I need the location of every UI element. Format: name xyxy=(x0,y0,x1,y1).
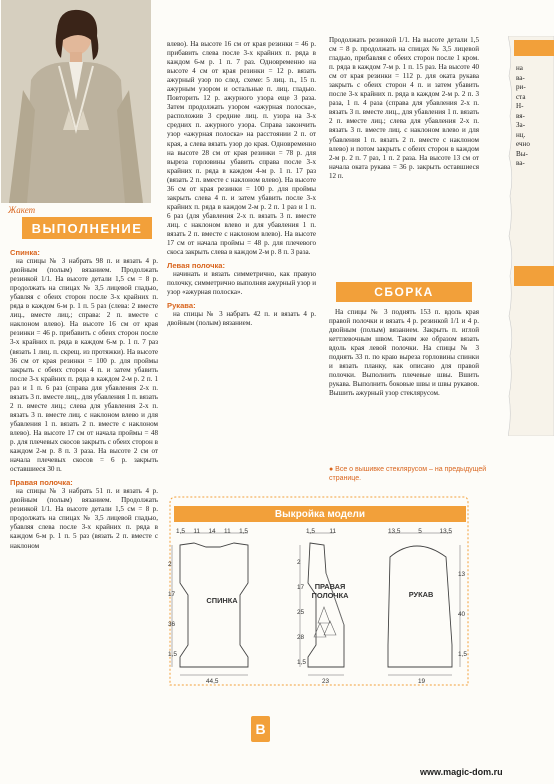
column-3 xyxy=(329,36,479,181)
strip-line: на xyxy=(516,64,523,72)
front-measure-width: 23 xyxy=(322,678,330,685)
assembly-banner xyxy=(336,282,472,302)
strip-line: вя- xyxy=(516,111,525,120)
strip-line: Н- xyxy=(516,102,524,110)
strip-line: Вы- xyxy=(516,149,528,158)
measure-value: 11 xyxy=(193,528,200,535)
measure-value: 40 xyxy=(458,611,466,618)
strip-line: ва- xyxy=(516,73,525,82)
measure-value: 1,5 xyxy=(458,651,467,658)
measure-value: 25 xyxy=(297,609,305,616)
front-measure-top xyxy=(306,528,336,535)
adjacent-page-strip xyxy=(508,36,554,436)
strip-line: За- xyxy=(516,121,526,129)
back-measure-top xyxy=(176,528,248,535)
measure-value: 17 xyxy=(168,591,176,598)
measure-value: 14 xyxy=(208,528,216,535)
sleeves-instructions: на спицы № 3 набрать 42 п. и вязать 4 р. двойным (полым) вязанием. xyxy=(167,310,316,328)
front-instructions: на спицы № 3 набрать 51 п. и вязать 4 р. двойным (полым) вязанием. Продолжать резинкой 1/1. На высоте детали 1,5 см = 8 р. продолжать на спицах № 3,5 лицевой гладью, убавляя слева после 3-х крайних п. ряда в каждом 6-м р. 1 п. 5 раз (вязать 2 п. вместе с наклоном xyxy=(10,487,158,550)
left-front-heading: Левая полочка: xyxy=(167,261,226,271)
measure-value: 13,5 xyxy=(388,528,401,535)
sleeves-instructions-cont: Продолжать резинкой 1/1. На высоте детали 1,5 см = 8 р. продолжать на спицах № 3,5 лицевой гладью, прибавляя с обеих сторон после 1 кром. п. ряда в каждом 7-м р. 1 п. 15 раз. На высоте 40 см от края резинки = 112 р. для оката рукава закрыть с обеих сторон 4 п. и затем убавить после 3-х крайних п. ряда в каждом 2-м р. 2 п. 3 раза, 1 п. 4 раза (справа для убавления 2-х п. вязать 3 п. вместе лиц., для убавления 1 п. вязать 2 п. вместе лиц.; слева для убавления 2-х п. вязать 3 п. вместе лиц. с наклоном влево и для убавления 1 п. вязать 2 п. вместе с наклоном влево) и потом закрыть с обеих сторон в каждом 2-м р. 2 п. 7 раз, 1 п. 2 раза. На высоте 13 см от начала оката рукава = 36 р. закрыть оставшиеся 12 п. xyxy=(329,36,479,180)
measure-value: 1,5 xyxy=(168,651,177,658)
back-instructions: на спицы № 3 набрать 98 п. и вязать 4 р. двойным (полым) вязанием. Продолжать резинкой 1/1. На высоте детали 1,5 см = 8 р. продолжать на спицах № 3,5 лицевой гладью, убавляя с обеих сторон после 3-х крайних п. ряда в каждом 6-м р. 1 п. 5 раз (слева: 2 вместе лиц., вместе лиц.; справа: 2 п. вместе с наклоном влево). На высоте 16 см от края резинки = 46 р. прибавить с обеих сторон после 3-х крайних п. ряда в каждом 6-м р. 1 п. 7 раз (вязать 1 лиц. п. скрещ. из протяжки). На высоте 36 см от края резинки = 100 р. для проймы закрыть с обеих сторон 4 п. и затем убавить после 3-х крайних п. ряда в каждом 2-м р. 2 п. 1 раз и 1 п. 6 раз (справа для убавления 2-х п. вязать 3 п. вместе лиц., для убавления 1 п. вязать 2 п. вместе лиц.; слева для убавления 2-х п. вязать 3 п. вместе лиц. с наклоном влево и для убавления 1 п. вязать 2 п. вместе с наклоном влево). На высоте 17 см от начала проймы = 48 р. для плечевых скосов закрыть с обеих сторон в каждом 2-м р. 8 п. 3 раза. На высоте 2 см от начала плечевых скосов = 6 р. закрыть оставшиеся 30 п. xyxy=(10,257,158,474)
measure-value: 1,5 xyxy=(306,528,315,535)
pattern-title-banner xyxy=(174,506,466,522)
site-url: www.magic-dom.ru xyxy=(420,767,503,777)
measure-value: 1,5 xyxy=(176,528,185,535)
front-measure-left xyxy=(297,550,307,675)
pattern-title: Выкройка модели xyxy=(274,508,366,520)
sleeves-heading: Рукава: xyxy=(167,301,196,311)
assembly-instructions: На спицы № 3 поднять 153 п. вдоль края правой полочки и вязать 4 р. резинкой 1/1 и 4 р. двойным (полым) вязанием. Закрыть п. иглой кеттлевочным швом. Таким же образом вязать вдоль края левой полочки. На спицы № 3 поднять 33 п. по краю выреза горловины спинки и вязать планку, как описано для правой полочки. Выполнить плечевые швы. Вшить рукава. Выполнить боковые швы и швы рукавов. Вышить ажурный узор стеклярусом. xyxy=(329,308,479,398)
left-front-instructions: начинать и вязать симметрично, как правую полочку, симметрично выполняя ажурный узор и узор «ажурная полоска». xyxy=(167,270,316,297)
strip-line: ва- xyxy=(516,159,525,167)
measure-value: 5 xyxy=(418,528,422,535)
photo-caption: Жакет xyxy=(8,205,36,215)
model-photo xyxy=(1,0,151,203)
strip-line: нц. xyxy=(516,130,526,139)
sleeve-measure-right xyxy=(458,555,470,675)
measure-value: 17 xyxy=(297,584,305,591)
back-heading: Спинка: xyxy=(10,248,40,257)
front-label: ПРАВАЯ ПОЛОЧКА xyxy=(311,582,349,600)
beading-note: ● Все о вышивке стеклярусом – на предыдущей странице. xyxy=(329,466,487,482)
back-measure-left xyxy=(168,550,178,670)
measure-value: 11 xyxy=(224,528,231,535)
sleeve-measure-width: 19 xyxy=(418,678,426,685)
measure-value: 1,5 xyxy=(239,528,248,535)
column-2 xyxy=(167,40,316,328)
strip-line: ри- xyxy=(516,83,526,91)
measure-value: 1,5 xyxy=(297,659,306,666)
front-instructions-cont: влево). На высоте 16 см от края резинки = 46 р. прибавить слева после 3-х крайних п. ряда в каждом 6-м р. 1 п. 7 раз. Одновременно на высоте 4 см от края резинки = 12 р. вязать ажурный узор по след. схеме: 5 лиц. п., 15 п. ажурным узором и остальные п. лиц. гладью. Повторить 12 р. ажурного узора еще 3 раза. Затем продолжать узором «ажурная полоска», расположив 3 средние лиц. п. узора на 3-х средних п. ажурного узора. Справа закончить узор «ажурная полоска» на расстоянии 2 п. от края, а слева вязать узор до края. Одновременно на высоте 28 см от края резинки = 78 р. для выреза горловины убавить справа после 3-х крайних п. ряда в каждом 4-м р. 1 п. 17 раз (вязать 2 п. вместе с наклоном влево). На высоте 36 см от края резинки = 100 р. для проймы закрыть слева 4 п. и затем убавить после 3-х крайних п. ряда в каждом 2-м р. 2 п. 1 раз и 1 п. 6 раз (для убавления 2-х п. вязать 3 п. вместе лиц. с наклоном влево и для убавления 1 п. вязать 2 п. вместе с наклоном влево). На высоте 17 см от начала проймы = 48 р. для плечевого скоса закрыть слева в каждом 2-м р. 8 п. 3 раза. xyxy=(167,40,316,257)
measure-value: 36 xyxy=(168,621,176,628)
measure-value: 13 xyxy=(458,571,466,578)
assembly-column xyxy=(329,308,479,398)
strip-line: ечно xyxy=(516,140,530,148)
back-measure-width: 44,5 xyxy=(206,678,219,685)
assembly-title: СБОРКА xyxy=(374,285,434,299)
measure-value: 11 xyxy=(329,528,336,535)
measure-value: 2 xyxy=(297,559,301,566)
measure-value: 2 xyxy=(168,561,172,568)
sleeve-measure-top xyxy=(388,528,452,535)
measure-value: 28 xyxy=(297,634,305,641)
back-label: СПИНКА xyxy=(206,596,238,605)
sleeve-label: РУКАВ xyxy=(408,590,434,599)
strip-line: ста xyxy=(516,92,526,101)
page-letter-badge xyxy=(251,716,270,742)
front-heading: Правая полочка: xyxy=(10,478,73,488)
column-1 xyxy=(10,246,158,551)
section-title: ВЫПОЛНЕНИЕ xyxy=(31,220,143,236)
page-letter: В xyxy=(255,721,266,737)
measure-value: 13,5 xyxy=(439,528,452,535)
section-title-banner xyxy=(22,217,152,239)
